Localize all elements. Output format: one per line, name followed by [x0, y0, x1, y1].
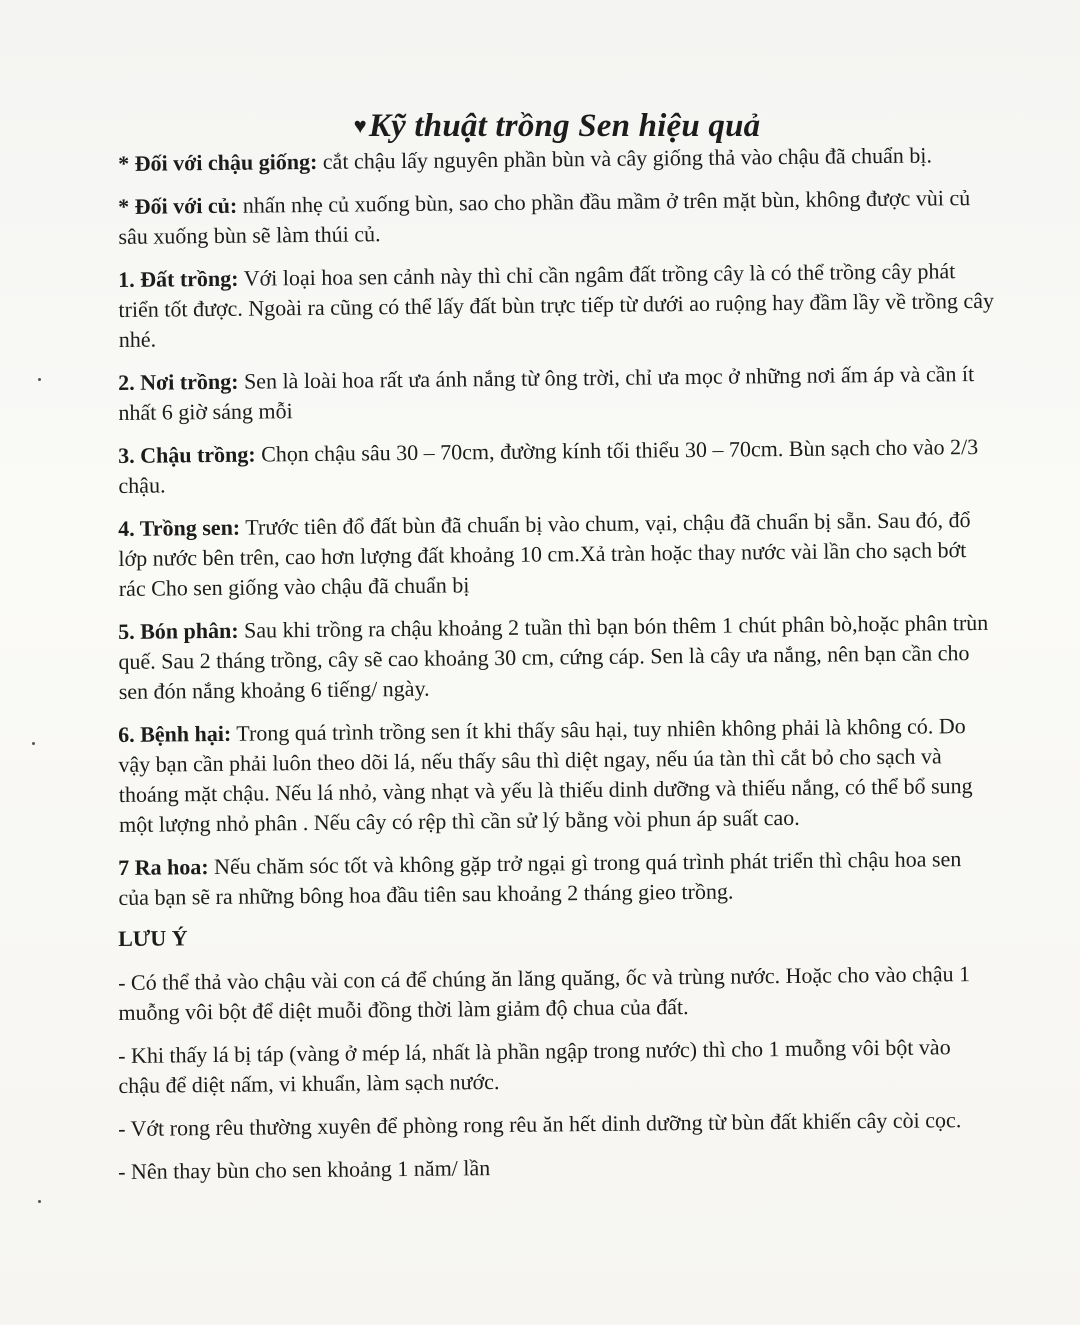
paragraph-text: Chọn chậu sâu 30 – 70cm, đường kính tối thiểu 30 – 70cm. Bùn sạch cho vào 2/3 chậu.: [118, 433, 979, 498]
paragraph-noi-trong: [118, 359, 997, 428]
paragraph-label: 3. Chậu trồng:: [118, 441, 256, 468]
notes-heading: LƯU Ý: [118, 925, 188, 951]
paragraph-benh-hai: [118, 711, 997, 840]
paragraph-label: 6. Bệnh hại:: [118, 720, 232, 747]
paragraph-bon-phan: [118, 608, 997, 707]
paper-speck: [38, 1200, 41, 1203]
paragraph-dat-trong: [118, 256, 997, 355]
paragraph-chau-giong: [118, 140, 996, 179]
paragraph-text: Sen là loài hoa rất ưa ánh nắng từ ông trời, chỉ ưa mọc ở những nơi ấm áp và cần ít nhất 6 giờ sáng mỗi: [118, 361, 975, 425]
paragraph-label: * Đối với củ:: [118, 192, 238, 219]
paragraph-text: Với loại hoa sen cảnh này thì chỉ cần ngâm đất trồng cây là có thể trồng cây phát triển tốt được. Ngoài ra cũng có thể lấy đất bùn trực tiếp từ dưới ao ruộng hay đầm lầy về trồng cây nhé.: [118, 258, 995, 352]
note-item: - Có thể thả vào chậu vài con cá để chúng ăn lăng quăng, ốc và trùng nước. Hoặc cho vào chậu 1 muỗng vôi bột để diệt muỗi đồng thời làm giảm độ chua của đất.: [118, 961, 971, 1025]
paragraph-label: 2. Nơi trồng:: [118, 368, 239, 395]
paragraph-label: 7 Ra hoa:: [118, 854, 209, 880]
paragraph-label: 1. Đất trồng:: [118, 265, 239, 292]
paragraph-label: 4. Trồng sen:: [118, 514, 241, 541]
paragraph-label: 5. Bón phân:: [118, 617, 239, 644]
paragraph-text: Trong quá trình trồng sen ít khi thấy sâu hại, tuy nhiên không phải là không có. Do vậy bạn cần phải luôn theo dõi lá, nếu thấy sâu thì diệt ngay, nếu úa tàn thì cắt bỏ cho sạch và thoáng mặt chậu. Nếu lá nhỏ, vàng nhạt và yếu là thiếu dinh dưỡng và thiếu nắng, có thể bổ sung một lượng nhỏ phân . Nếu cây có rệp thì cần sử lý bằng vòi phun áp suất cao.: [118, 713, 973, 837]
paragraph-text: nhấn nhẹ củ xuống bùn, sao cho phần đầu mầm ở trên mặt bùn, không được vùi củ sâu xuống bùn sẽ làm thúi củ.: [118, 185, 971, 249]
paragraph-text: Trước tiên đổ đất bùn đã chuẩn bị vào chum, vại, chậu đã chuẩn bị sẵn. Sau đó, đổ lớp nước bên trên, cao hơn lượng đất khoảng 10 cm.Xả tràn hoặc thay nước vài lần cho sạch bớt rác Cho sen giống vào chậu đã chuẩn bị: [118, 507, 971, 601]
paragraph-trong-sen: [118, 505, 997, 604]
heart-icon: ♥: [353, 113, 367, 138]
paragraph-text: cắt chậu lấy nguyên phần bùn và cây giống thả vào chậu đã chuẩn bị.: [317, 142, 933, 174]
paragraph-ra-hoa: [118, 844, 997, 913]
note-item: - Khi thấy lá bị táp (vàng ở mép lá, nhất là phần ngập trong nước) thì cho 1 muỗng vôi bột vào chậu để diệt nấm, vi khuẩn, làm sạch nước.: [118, 1034, 951, 1098]
title-text: Kỹ thuật trồng Sen hiệu quả: [368, 108, 761, 144]
paragraph-cu: [118, 183, 997, 252]
note-item: - Nên thay bùn cho sen khoảng 1 năm/ lần: [118, 1155, 491, 1184]
paper-speck: [32, 742, 35, 745]
paragraph-label: * Đối với chậu giống:: [118, 148, 318, 176]
page-title: [118, 108, 996, 145]
note-item: - Vớt rong rêu thường xuyên để phòng rong rêu ăn hết dinh dưỡng từ bùn đất khiến cây còi cọc.: [118, 1107, 962, 1141]
paragraph-text: Nếu chăm sóc tốt và không gặp trở ngại gì trong quá trình phát triển thì chậu hoa sen của bạn sẽ ra những bông hoa đầu tiên sau khoảng 2 tháng gieo trồng.: [118, 846, 962, 910]
paragraph-chau-trong: [118, 432, 997, 501]
paper-speck: [38, 378, 41, 381]
paragraph-text: Sau khi trồng ra chậu khoảng 2 tuần thì bạn bón thêm 1 chút phân bò,hoặc phân trùn quế. Sau 2 tháng trồng, cây sẽ cao khoảng 30 cm, cứng cáp. Sen là cây ưa nắng, nên bạn cần cho sen đón nắng khoảng 6 tiếng/ ngày.: [118, 609, 989, 704]
